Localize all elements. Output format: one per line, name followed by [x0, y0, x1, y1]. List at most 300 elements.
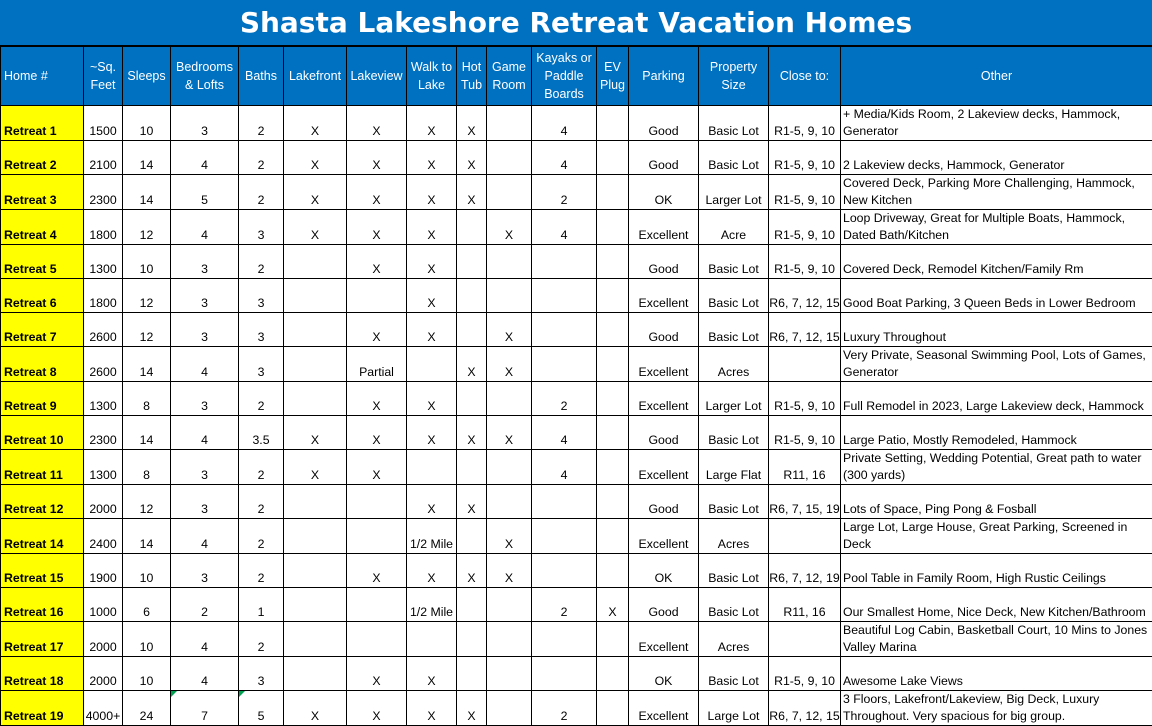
table-cell: Basic Lot: [699, 588, 769, 622]
table-cell: 2 Lakeview decks, Hammock, Generator: [841, 141, 1152, 175]
table-cell: 4: [171, 657, 239, 691]
table-cell: Private Setting, Wedding Potential, Great path to water (300 yards): [841, 450, 1152, 485]
table-cell: 1800: [84, 279, 123, 313]
table-body: [1, 106, 1152, 726]
table-row: [1, 210, 1152, 245]
table-cell: R1-5, 9, 10: [769, 382, 841, 416]
table-cell: + Media/Kids Room, 2 Lakeview decks, Hammock, Generator: [841, 106, 1152, 141]
table-cell: OK: [629, 554, 699, 588]
table-cell: 4: [171, 622, 239, 657]
table-cell: [284, 245, 347, 279]
table-cell: 3: [239, 657, 284, 691]
table-cell: 2: [532, 175, 597, 210]
table-cell: Basic Lot: [699, 245, 769, 279]
home-name-cell: Retreat 8: [1, 347, 84, 382]
table-cell: X: [284, 175, 347, 210]
table-cell: 10: [123, 554, 171, 588]
table-cell: 14: [123, 175, 171, 210]
table-cell: Basic Lot: [699, 141, 769, 175]
table-cell: 4000+: [84, 691, 123, 726]
table-cell: [597, 141, 629, 175]
table-cell: X: [347, 554, 407, 588]
home-name-cell: Retreat 18: [1, 657, 84, 691]
table-cell: X: [347, 416, 407, 450]
table-cell: [457, 588, 487, 622]
table-cell: [769, 622, 841, 657]
homes-table: [0, 46, 1152, 726]
table-cell: R11, 16: [769, 450, 841, 485]
table-cell: [457, 279, 487, 313]
table-cell: [532, 657, 597, 691]
table-cell: X: [457, 691, 487, 726]
column-header: Home #: [1, 47, 84, 106]
table-cell: R1-5, 9, 10: [769, 141, 841, 175]
table-cell: Excellent: [629, 347, 699, 382]
table-cell: [597, 554, 629, 588]
table-cell: 2: [239, 141, 284, 175]
table-cell: Covered Deck, Remodel Kitchen/Family Rm: [841, 245, 1152, 279]
table-cell: X: [407, 657, 457, 691]
table-cell: 4: [532, 416, 597, 450]
table-cell: X: [347, 106, 407, 141]
table-cell: Excellent: [629, 382, 699, 416]
table-cell: 4: [171, 141, 239, 175]
table-cell: [407, 622, 457, 657]
table-cell: 3: [239, 210, 284, 245]
table-cell: Excellent: [629, 279, 699, 313]
table-cell: 4: [171, 210, 239, 245]
table-cell: Acres: [699, 519, 769, 554]
table-cell: [487, 141, 532, 175]
table-cell: X: [347, 245, 407, 279]
table-cell: 1300: [84, 245, 123, 279]
table-cell: X: [487, 416, 532, 450]
table-cell: Basic Lot: [699, 279, 769, 313]
table-cell: X: [284, 210, 347, 245]
table-cell: X: [284, 141, 347, 175]
table-cell: X: [284, 691, 347, 726]
table-cell: Basic Lot: [699, 485, 769, 519]
table-cell: 2: [532, 691, 597, 726]
table-cell: [597, 347, 629, 382]
column-header: Other: [841, 47, 1152, 106]
table-cell: X: [457, 175, 487, 210]
table-cell: [597, 691, 629, 726]
table-cell: 14: [123, 141, 171, 175]
table-cell: X: [284, 106, 347, 141]
table-cell: Acres: [699, 622, 769, 657]
column-header: Parking: [629, 47, 699, 106]
table-cell: 2: [239, 450, 284, 485]
table-cell: 2000: [84, 485, 123, 519]
table-cell: R1-5, 9, 10: [769, 245, 841, 279]
table-cell: 14: [123, 416, 171, 450]
table-row: [1, 485, 1152, 519]
table-cell: 4: [532, 450, 597, 485]
table-cell: X: [407, 485, 457, 519]
table-cell: [487, 450, 532, 485]
table-cell: X: [597, 588, 629, 622]
table-cell: Good: [629, 313, 699, 347]
table-cell: R6, 7, 12, 15: [769, 313, 841, 347]
table-cell: Good: [629, 416, 699, 450]
table-cell: Larger Lot: [699, 382, 769, 416]
table-cell: [769, 347, 841, 382]
table-cell: X: [407, 313, 457, 347]
table-cell: [597, 245, 629, 279]
table-cell: Acre: [699, 210, 769, 245]
table-cell: 3: [239, 313, 284, 347]
table-cell: 12: [123, 485, 171, 519]
column-header: Walk to Lake: [407, 47, 457, 106]
home-name-cell: Retreat 17: [1, 622, 84, 657]
table-cell: Partial: [347, 347, 407, 382]
table-cell: 1/2 Mile: [407, 519, 457, 554]
table-cell: 3: [171, 485, 239, 519]
table-cell: X: [407, 416, 457, 450]
table-cell: [284, 588, 347, 622]
table-cell: [457, 657, 487, 691]
table-cell: Excellent: [629, 450, 699, 485]
table-cell: 3 Floors, Lakefront/Lakeview, Big Deck, Luxury Throughout. Very spacious for big group.: [841, 691, 1152, 726]
column-header: Lakeview: [347, 47, 407, 106]
column-header: Baths: [239, 47, 284, 106]
home-name-cell: Retreat 2: [1, 141, 84, 175]
table-row: [1, 347, 1152, 382]
table-cell: 3: [171, 450, 239, 485]
home-name-cell: Retreat 6: [1, 279, 84, 313]
table-cell: 2: [239, 245, 284, 279]
table-cell: 7: [171, 691, 239, 726]
table-cell: R1-5, 9, 10: [769, 657, 841, 691]
table-cell: X: [347, 141, 407, 175]
table-cell: 12: [123, 279, 171, 313]
table-cell: 12: [123, 210, 171, 245]
home-name-cell: Retreat 9: [1, 382, 84, 416]
table-cell: Loop Driveway, Great for Multiple Boats, Hammock, Dated Bath/Kitchen: [841, 210, 1152, 245]
table-cell: [597, 657, 629, 691]
table-cell: [284, 382, 347, 416]
table-row: [1, 382, 1152, 416]
table-cell: Larger Lot: [699, 175, 769, 210]
table-cell: Excellent: [629, 691, 699, 726]
table-cell: X: [347, 313, 407, 347]
home-name-cell: Retreat 19: [1, 691, 84, 726]
table-cell: [597, 313, 629, 347]
table-cell: [284, 313, 347, 347]
table-cell: 2: [239, 554, 284, 588]
table-cell: Good: [629, 245, 699, 279]
table-cell: [457, 245, 487, 279]
table-cell: 2: [239, 175, 284, 210]
table-cell: [457, 622, 487, 657]
table-cell: [347, 519, 407, 554]
table-cell: 10: [123, 657, 171, 691]
home-name-cell: Retreat 5: [1, 245, 84, 279]
table-cell: 2300: [84, 416, 123, 450]
table-cell: [487, 279, 532, 313]
table-row: [1, 313, 1152, 347]
table-cell: Acres: [699, 347, 769, 382]
header-row: [1, 47, 1152, 106]
home-name-cell: Retreat 11: [1, 450, 84, 485]
table-cell: X: [457, 141, 487, 175]
table-cell: X: [407, 554, 457, 588]
column-header: EV Plug: [597, 47, 629, 106]
table-cell: [532, 554, 597, 588]
table-cell: 8: [123, 450, 171, 485]
table-cell: OK: [629, 657, 699, 691]
home-name-cell: Retreat 1: [1, 106, 84, 141]
table-cell: 24: [123, 691, 171, 726]
table-cell: R6, 7, 12, 19: [769, 554, 841, 588]
table-cell: Large Lot: [699, 691, 769, 726]
table-cell: X: [487, 210, 532, 245]
table-cell: 2: [239, 519, 284, 554]
home-name-cell: Retreat 12: [1, 485, 84, 519]
table-cell: 3: [171, 245, 239, 279]
home-name-cell: Retreat 14: [1, 519, 84, 554]
table-cell: [769, 519, 841, 554]
table-row: [1, 175, 1152, 210]
table-cell: [487, 382, 532, 416]
table-cell: X: [407, 210, 457, 245]
column-header: Property Size: [699, 47, 769, 106]
column-header: Bedrooms & Lofts: [171, 47, 239, 106]
table-cell: [487, 622, 532, 657]
table-cell: R6, 7, 12, 15: [769, 691, 841, 726]
table-cell: Full Remodel in 2023, Large Lakeview deck, Hammock: [841, 382, 1152, 416]
table-cell: X: [347, 450, 407, 485]
table-cell: X: [487, 347, 532, 382]
table-cell: [347, 622, 407, 657]
table-cell: 2400: [84, 519, 123, 554]
table-cell: Beautiful Log Cabin, Basketball Court, 10 Mins to Jones Valley Marina: [841, 622, 1152, 657]
table-row: [1, 622, 1152, 657]
table-cell: [487, 106, 532, 141]
table-cell: 4: [532, 106, 597, 141]
home-name-cell: Retreat 15: [1, 554, 84, 588]
home-name-cell: Retreat 10: [1, 416, 84, 450]
table-cell: 4: [532, 141, 597, 175]
table-cell: [347, 279, 407, 313]
table-cell: 2600: [84, 347, 123, 382]
table-cell: X: [487, 519, 532, 554]
table-cell: [407, 347, 457, 382]
table-cell: Basic Lot: [699, 657, 769, 691]
table-cell: [487, 175, 532, 210]
table-cell: Covered Deck, Parking More Challenging, Hammock, New Kitchen: [841, 175, 1152, 210]
table-row: [1, 245, 1152, 279]
table-cell: 3: [171, 106, 239, 141]
table-row: [1, 416, 1152, 450]
column-header: Lakefront: [284, 47, 347, 106]
table-cell: R6, 7, 15, 19: [769, 485, 841, 519]
table-cell: [457, 450, 487, 485]
table-cell: 2600: [84, 313, 123, 347]
table-cell: [284, 622, 347, 657]
table-cell: 14: [123, 347, 171, 382]
table-cell: R11, 16: [769, 588, 841, 622]
table-cell: [597, 450, 629, 485]
table-cell: 2: [239, 106, 284, 141]
table-cell: 10: [123, 622, 171, 657]
table-cell: [284, 554, 347, 588]
table-cell: 2: [239, 485, 284, 519]
table-cell: [597, 175, 629, 210]
sheet-title: Shasta Lakeshore Retreat Vacation Homes: [0, 0, 1152, 46]
table-cell: Basic Lot: [699, 106, 769, 141]
table-cell: Large Flat: [699, 450, 769, 485]
table-row: [1, 691, 1152, 726]
table-cell: [532, 245, 597, 279]
table-row: [1, 106, 1152, 141]
table-cell: Large Patio, Mostly Remodeled, Hammock: [841, 416, 1152, 450]
table-cell: R1-5, 9, 10: [769, 210, 841, 245]
table-cell: 2: [532, 382, 597, 416]
column-header: Sleeps: [123, 47, 171, 106]
table-cell: X: [407, 106, 457, 141]
table-cell: Awesome Lake Views: [841, 657, 1152, 691]
table-cell: 3: [171, 554, 239, 588]
table-cell: [457, 313, 487, 347]
table-row: [1, 588, 1152, 622]
table-cell: X: [284, 450, 347, 485]
table-cell: [284, 347, 347, 382]
table-cell: 1: [239, 588, 284, 622]
table-cell: Pool Table in Family Room, High Rustic Ceilings: [841, 554, 1152, 588]
table-cell: X: [457, 347, 487, 382]
table-cell: 2: [239, 622, 284, 657]
table-cell: Our Smallest Home, Nice Deck, New Kitchen/Bathroom: [841, 588, 1152, 622]
table-cell: X: [407, 245, 457, 279]
table-cell: Good Boat Parking, 3 Queen Beds in Lower Bedroom: [841, 279, 1152, 313]
table-cell: [597, 622, 629, 657]
table-cell: 8: [123, 382, 171, 416]
table-cell: X: [457, 106, 487, 141]
table-cell: Good: [629, 485, 699, 519]
table-cell: 4: [171, 519, 239, 554]
table-cell: X: [347, 210, 407, 245]
table-cell: [284, 519, 347, 554]
table-cell: X: [347, 691, 407, 726]
table-cell: [597, 485, 629, 519]
table-cell: X: [347, 175, 407, 210]
table-row: [1, 450, 1152, 485]
table-cell: [487, 485, 532, 519]
table-cell: 6: [123, 588, 171, 622]
table-cell: R1-5, 9, 10: [769, 175, 841, 210]
table-cell: 4: [532, 210, 597, 245]
table-cell: 1500: [84, 106, 123, 141]
table-cell: X: [284, 416, 347, 450]
table-cell: Good: [629, 106, 699, 141]
table-cell: 3: [171, 313, 239, 347]
home-name-cell: Retreat 4: [1, 210, 84, 245]
table-cell: 2: [239, 382, 284, 416]
table-cell: 14: [123, 519, 171, 554]
table-cell: [284, 279, 347, 313]
table-cell: X: [407, 279, 457, 313]
table-row: [1, 141, 1152, 175]
table-cell: Basic Lot: [699, 313, 769, 347]
table-cell: Lots of Space, Ping Pong & Fosball: [841, 485, 1152, 519]
home-name-cell: Retreat 3: [1, 175, 84, 210]
table-cell: OK: [629, 175, 699, 210]
table-cell: 4: [171, 416, 239, 450]
table-cell: X: [347, 657, 407, 691]
table-cell: Good: [629, 141, 699, 175]
table-cell: 3: [239, 279, 284, 313]
table-cell: 2: [171, 588, 239, 622]
table-cell: 4: [171, 347, 239, 382]
table-cell: Basic Lot: [699, 416, 769, 450]
table-cell: 5: [239, 691, 284, 726]
table-cell: [532, 279, 597, 313]
table-cell: 5: [171, 175, 239, 210]
table-cell: Excellent: [629, 622, 699, 657]
table-cell: Excellent: [629, 519, 699, 554]
table-cell: [284, 657, 347, 691]
table-cell: [597, 382, 629, 416]
table-cell: Very Private, Seasonal Swimming Pool, Lots of Games, Generator: [841, 347, 1152, 382]
table-row: [1, 519, 1152, 554]
table-cell: X: [407, 382, 457, 416]
table-cell: 2000: [84, 622, 123, 657]
table-cell: [597, 279, 629, 313]
table-cell: R1-5, 9, 10: [769, 416, 841, 450]
table-cell: 3: [171, 382, 239, 416]
table-cell: [532, 519, 597, 554]
table-cell: 3: [239, 347, 284, 382]
table-cell: [457, 210, 487, 245]
column-header: ~Sq. Feet: [84, 47, 123, 106]
table-cell: 3.5: [239, 416, 284, 450]
table-cell: [532, 485, 597, 519]
table-cell: 1/2 Mile: [407, 588, 457, 622]
table-cell: [457, 519, 487, 554]
table-cell: [597, 210, 629, 245]
table-cell: Large Lot, Large House, Great Parking, Screened in Deck: [841, 519, 1152, 554]
table-cell: 1800: [84, 210, 123, 245]
table-cell: 1300: [84, 450, 123, 485]
table-cell: X: [457, 485, 487, 519]
column-header: Hot Tub: [457, 47, 487, 106]
table-cell: 2000: [84, 657, 123, 691]
table-row: [1, 279, 1152, 313]
home-name-cell: Retreat 16: [1, 588, 84, 622]
table-cell: X: [407, 175, 457, 210]
table-cell: [597, 106, 629, 141]
table-cell: Good: [629, 588, 699, 622]
table-cell: Excellent: [629, 210, 699, 245]
table-cell: [457, 382, 487, 416]
table-cell: X: [407, 141, 457, 175]
table-cell: X: [347, 382, 407, 416]
table-cell: R1-5, 9, 10: [769, 106, 841, 141]
table-cell: X: [407, 691, 457, 726]
home-name-cell: Retreat 7: [1, 313, 84, 347]
table-cell: [532, 313, 597, 347]
table-cell: [597, 519, 629, 554]
column-header: Close to:: [769, 47, 841, 106]
table-cell: 12: [123, 313, 171, 347]
table-cell: 2300: [84, 175, 123, 210]
table-cell: [487, 657, 532, 691]
table-cell: Luxury Throughout: [841, 313, 1152, 347]
table-cell: [407, 450, 457, 485]
table-cell: 2: [532, 588, 597, 622]
